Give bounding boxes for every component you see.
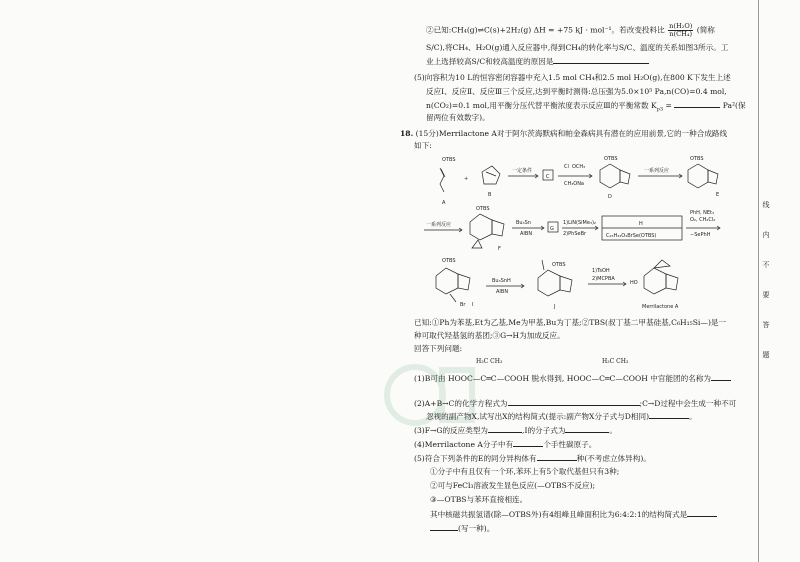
q18-intro-line-2: 如下: [414,141,432,150]
final-question-line-2: (写一种)。 [430,523,494,534]
reagent-label: OCH₃ [572,164,586,170]
reagent-label: 2)MCPBA [592,276,615,282]
compound-label: J [554,304,556,310]
answer-blank[interactable] [430,523,458,531]
reagent-label: 一系列反应 [644,168,670,174]
reagent-label: Bu₃SnH [492,278,511,284]
q18-intro-line-1: 18. (15分)Merrilactone A对于阿尔茨海默病和帕金森病具有潜在的应用前景,它的一种合成路线 [400,129,728,138]
product-label: Merrilactone A [642,304,679,310]
binding-char: 答 [762,321,770,329]
q17-part5-line-1: (5)向容积为10 L的恒容密闭容器中充入1.5 mol CH₄和2.5 mol H₂O(g),在800 K下发生上述 [414,73,731,82]
sc-ratio-fraction: $\frac{\text{n(H₂O)}}{\text{n(CH₄)}}$ [669,22,693,38]
bromo-label: Br [460,302,466,308]
subq-2-line-2: 忽视的副产物X,试写出X的结构简式(提示:副产物X分子式与D相同) 。 [426,412,697,421]
q17-part5-line-2: 反应Ⅰ、反应Ⅱ、反应Ⅲ三个反应,达到平衡时测得:总压强为5.0×10⁵ Pa,n(CO)=0.4 mol, [426,87,727,96]
reagent-label: PhH, NEt₃ [690,210,714,216]
reagent-label: CH₃ONa [564,181,584,187]
reagent-label: AIBN [496,289,509,295]
binding-line [758,0,759,562]
compound-label: D [608,194,612,200]
binding-char: 内 [762,231,770,239]
condition-2: ②可与FeCl₃溶液发生显色反应(—OTBS不反应); [430,481,596,490]
condition-3: ③—OTBS与苯环直接相连。 [430,495,528,504]
subq-4: (4)Merrilactone A分子中有 个手性碳原子。 [414,440,597,449]
plus-sign: + [464,176,469,182]
compound-label: F [498,246,501,252]
final-question-line-1: 其中核磁共振氢谱(除—OTBS外)有4组峰且峰面积比为6:4:2:1的结构简式是 [430,509,717,520]
answer-blank[interactable] [649,411,689,419]
structure-methyl-labels: H₃C CH₃ [476,358,503,365]
reagent-label: 一系列反应 [426,222,452,228]
reagent-label: Bu₃Sn [516,220,531,226]
compound-label: A [442,200,446,206]
otbs-label: OTBS [552,262,566,268]
answer-blank[interactable] [687,509,717,517]
q17-line-1: ②已知:CH₄(g)⇌C(s)+2H₂(g) ΔH = +75 kJ · mol⁻¹。若改变投料比 $\frac{\text{n(H₂O)}}{\text{n(CH₄)}}$ (简称 [426,22,715,38]
reagent-label: 1)LiN(SiMe₃)₂ [563,220,596,226]
q17-line-3: 业上选择较高S/C和较高温度的原因是 [426,56,649,67]
binding-char: 题 [762,351,770,359]
subq-3: (3)F→G的反应类型为 ,I的分子式为 。 [414,426,618,435]
answer-blank[interactable] [711,373,731,381]
reagent-label: −SePhH [690,232,711,238]
otbs-label: OTBS [476,206,490,212]
otbs-label: OTBS [442,157,456,163]
answer-blank[interactable] [674,100,720,108]
binding-char: 不 [762,261,770,269]
compound-label: G [550,226,554,232]
binding-char: 要 [762,291,770,299]
compound-label: H [639,221,643,227]
q17-line-2: S/C),将CH₄、H₂O(g)通入反应器中,得到CH₄的转化率与S/C、温度的关系如图3所示。工 [426,43,729,52]
question-number: 18. [400,129,414,138]
answer-blank[interactable] [553,56,649,64]
answer-blank[interactable] [565,425,609,433]
reagent-label: 2)PhSeBr [563,231,587,237]
reagent-label: 1)TsOH [592,268,610,274]
answer-blank[interactable] [513,439,543,447]
answer-intro: 回答下列问题: [414,344,463,353]
q17-part5-line-4: 留两位有效数字)。 [426,113,490,122]
h-formula: C₂₅H₃₄O₄BrSe(OTBS) [606,233,657,239]
reagent-label: 一定条件 [512,168,533,174]
synthesis-scheme [420,150,750,330]
known-line-1: 已知:①Ph为苯基,Et为乙基,Me为甲基,Bu为丁基;②TBS(叔丁基二甲基硅基,C₆H₁₅Si—)是一 [414,318,727,327]
otbs-label: OTBS [604,156,618,162]
answer-blank[interactable] [537,453,577,461]
reagent-label: Cl [564,164,569,170]
reagent-label: AIBN [520,231,533,237]
binding-notice [760,190,772,370]
subq-2-line-1: (2)A+B→C的化学方程式为 ;C→D过程中会生成一种不可 [414,399,737,408]
otbs-label: OTBS [690,156,704,162]
condition-1: ①分子中有且仅有一个环,苯环上有5个取代基但只有3种; [430,467,620,476]
known-line-2: 种可取代羟基氢的基团;③G→H为加成反应。 [414,331,565,340]
compound-label: I [472,302,474,308]
structure-methyl-labels: H₃C CH₃ [602,358,629,365]
subq-5: (5)符合下列条件的E的同分异构体有 种(不考虑立体异构)。 [414,454,651,463]
answer-blank[interactable] [488,425,522,433]
reagent-label: O₂, CH₂Cl₂ [690,217,716,223]
subq-1: (1)B可由 HOOC—C═C—COOH 脱水得到, HOOC—C═C—COOH 中官能团的名称为 [414,373,731,384]
compound-label: B [488,192,492,198]
hydroxyl-label: HO [630,280,638,286]
binding-char: 线 [762,201,770,209]
compound-label: C [546,174,550,180]
q17-part5-line-3: n(CO₂)=0.1 mol,用平衡分压代替平衡浓度表示反应Ⅲ的平衡常数 $K_{p3} = Pa^2$(保 [426,101,746,113]
otbs-label: OTBS [442,258,456,264]
compound-label: E [716,192,720,198]
answer-blank[interactable] [508,398,640,406]
